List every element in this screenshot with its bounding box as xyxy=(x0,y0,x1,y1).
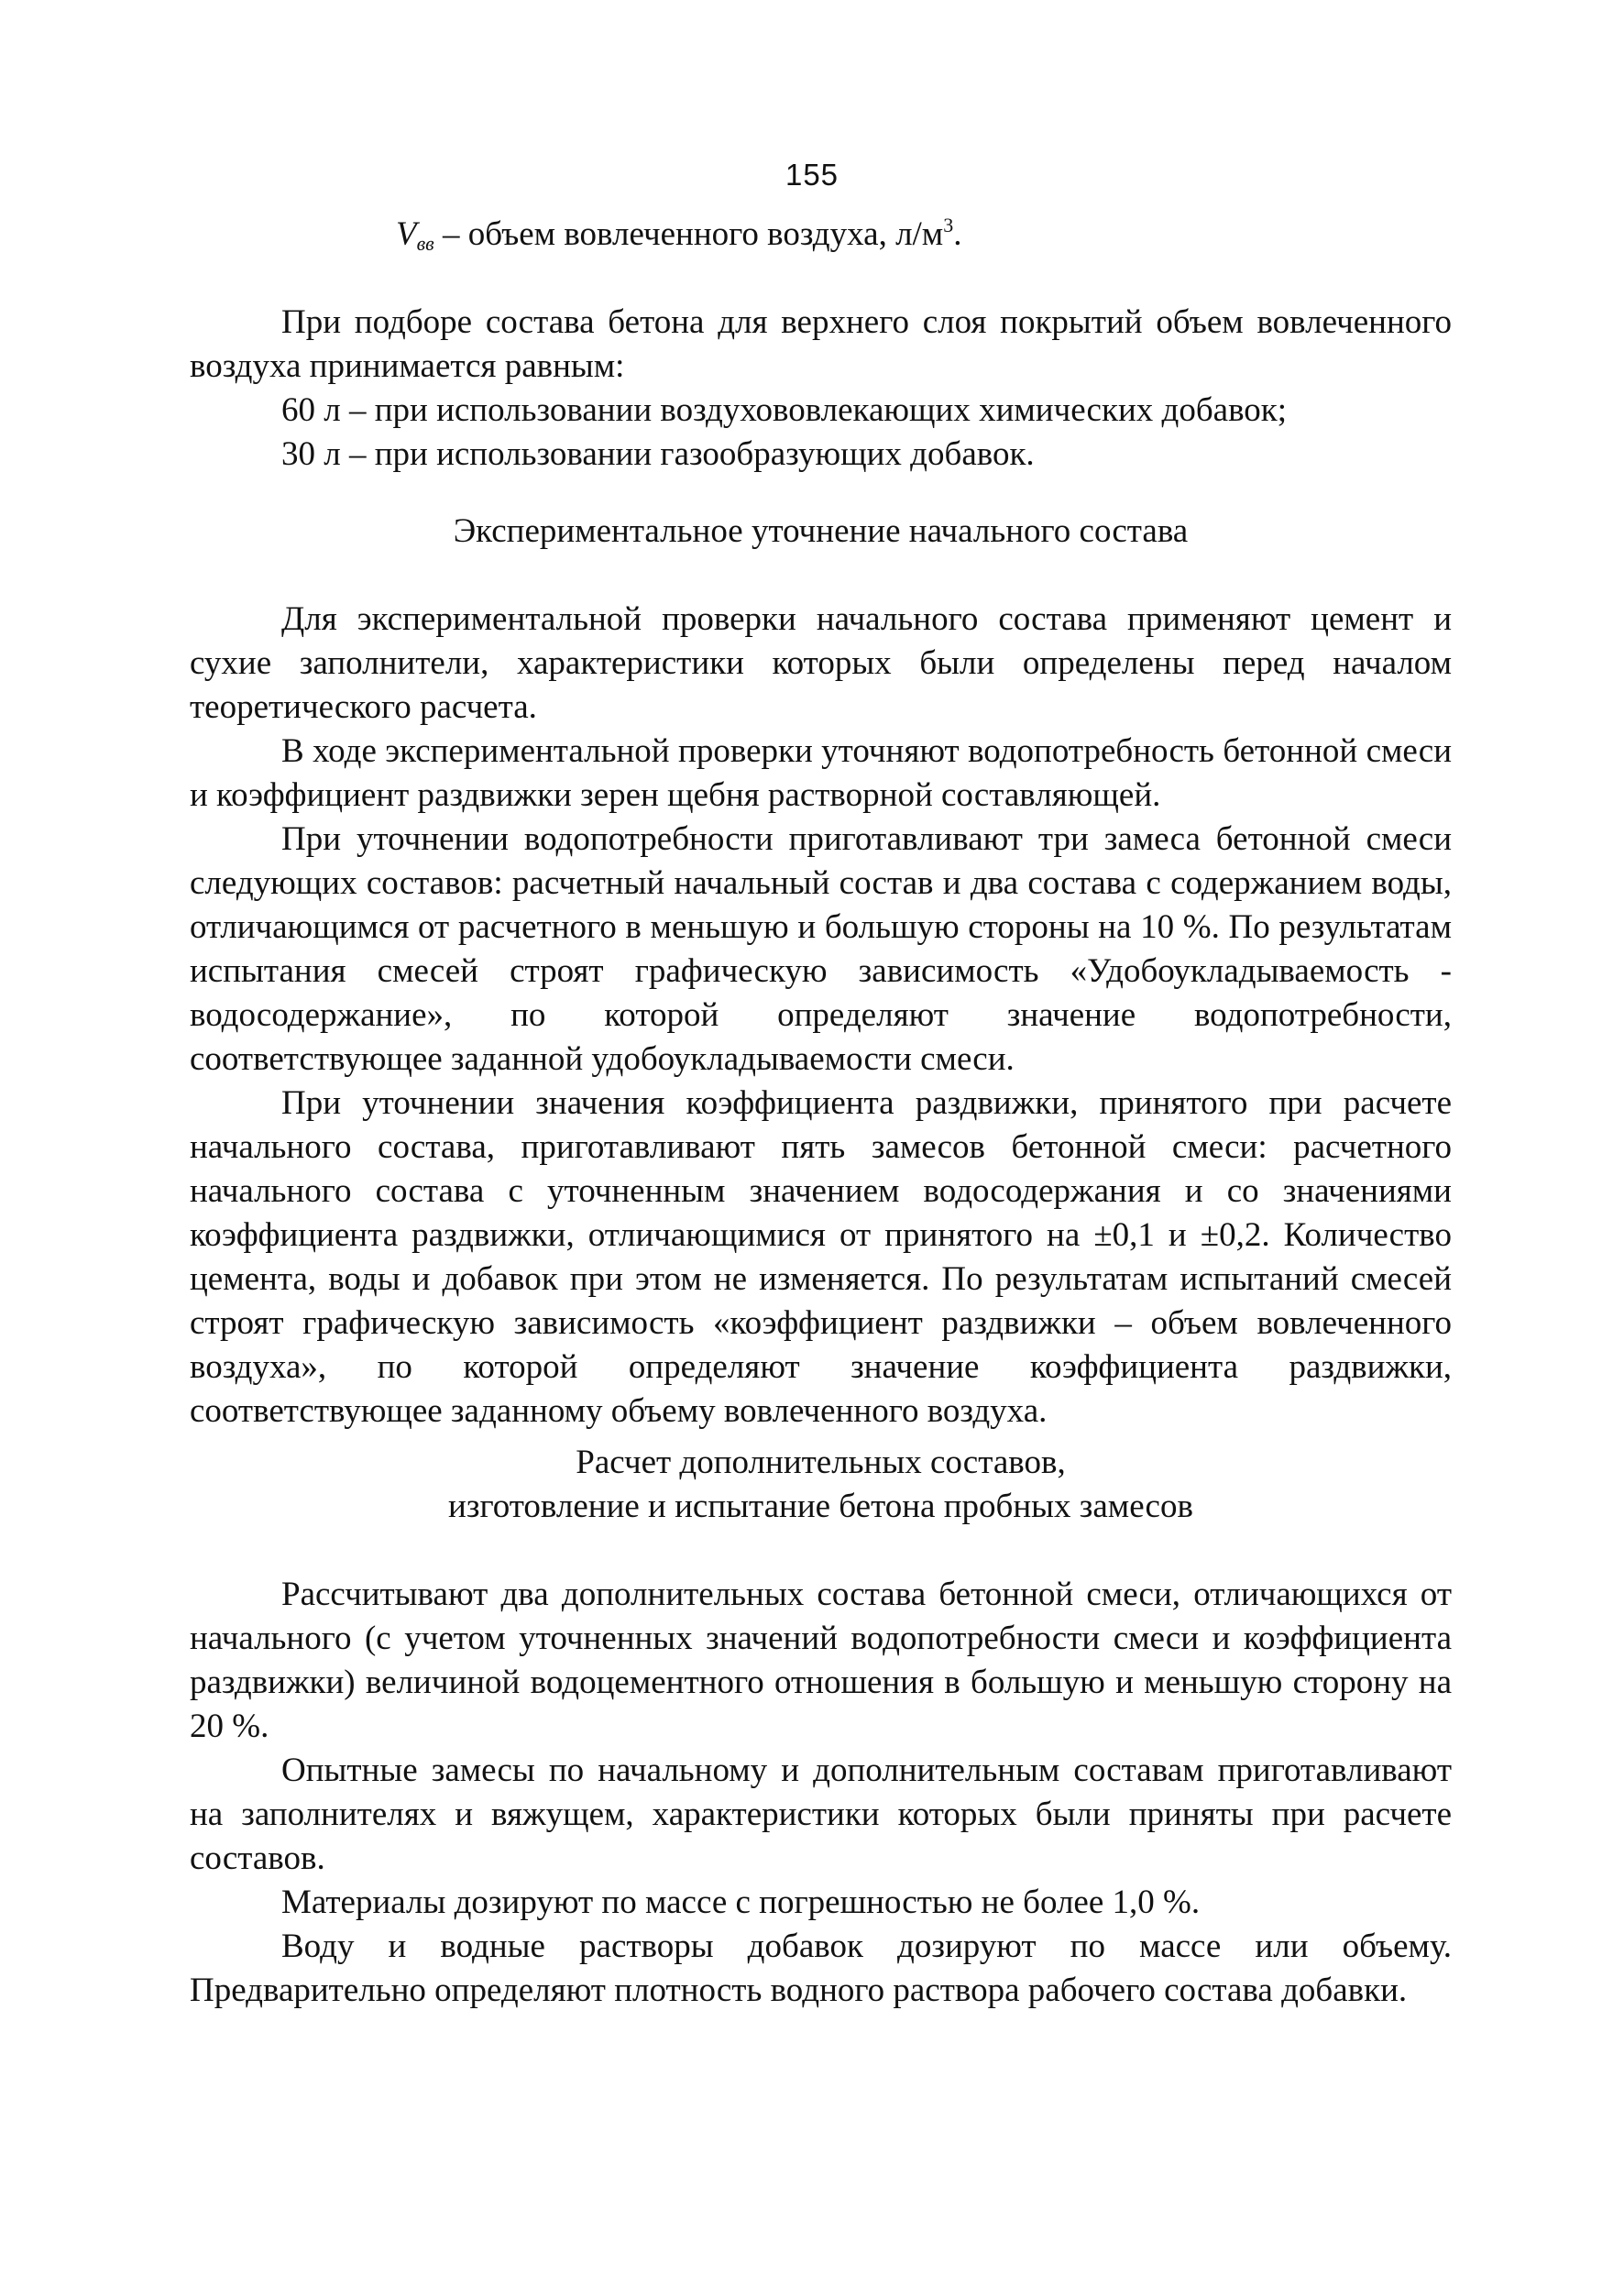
paragraph: В ходе экспериментальной проверки уточняют водопотребность бетонной смеси и коэффициент раздвижки зерен щебня растворной составляющей. xyxy=(190,732,1452,814)
paragraph: При уточнении водопотребности приготавливают три замеса бетонной смеси следующих составов: расчетный начальный состав и два состава с содержанием воды, отличающимся от расчетного в меньшую и большую стороны на 10 %. По результатам испытания смесей строят графическую зависимость «Удобоукладываемость - водосодержание», по которой определяют значение водопотребности, соответствующее заданной удобоукладываемости смеси. xyxy=(190,820,1452,1078)
paragraph: Материалы дозируют по массе с погрешностью не более 1,0 %. xyxy=(281,1884,1201,1921)
section2-heading-line2: изготовление и испытание бетона пробных замесов xyxy=(448,1488,1193,1525)
section2-body xyxy=(190,1573,1452,2013)
intro-block xyxy=(190,301,1452,477)
list-item: 60 л – при использовании воздухововлекающих химических добавок; xyxy=(281,391,1288,429)
section1-heading: Экспериментальное уточнение начального состава xyxy=(453,512,1189,550)
intro-paragraph: При подборе состава бетона для верхнего слоя покрытий объем вовлеченного воздуха принимается равным: xyxy=(190,303,1452,385)
page-number: 155 xyxy=(785,158,839,192)
definition-line: $V_{вв}$ – объем вовлеченного воздуха, $л/м^3$. xyxy=(396,214,962,255)
section1-body xyxy=(190,598,1452,1434)
paragraph: Опытные замесы по начальному и дополнительным составам приготавливают на заполнителях и вяжущем, характеристики которых были приняты при расчете составов. xyxy=(190,1752,1452,1877)
paragraph: При уточнении значения коэффициента раздвижки, принятого при расчете начального состава, приготавливают пять замесов бетонной смеси: расчетного начального состава с уточненным значением водосодержания и со значениями коэффициента раздвижки, отличающимися от принятого на ±0,1 и ±0,2. Количество цемента, воды и добавок при этом не изменяется. По результатам испытаний смесей строят графическую зависимость «коэффициент раздвижки – объем вовлеченного воздуха», по которой определяют значение коэффициента раздвижки, соответствующее заданному объему вовлеченного воздуха. xyxy=(190,1084,1452,1430)
section2-heading-line1: Расчет дополнительных составов, xyxy=(576,1444,1066,1481)
symbol: $V_{вв}$ xyxy=(396,215,434,255)
paragraph: Воду и водные растворы добавок дозируют по массе или объему. Предварительно определяют плотность водного раствора рабочего состава добавки. xyxy=(190,1928,1452,2009)
section2-heading-block xyxy=(190,1441,1452,1529)
list-item: 30 л – при использовании газообразующих добавок. xyxy=(281,435,1035,473)
paragraph: Рассчитывают два дополнительных состава бетонной смеси, отличающихся от начального (с учетом уточненных значений водопотребности смеси и коэффициента раздвижки) величиной водоцементного отношения в большую и меньшую сторону на 20 %. xyxy=(190,1576,1452,1745)
paragraph: Для экспериментальной проверки начального состава применяют цемент и сухие заполнители, характеристики которых были определены перед началом теоретического расчета. xyxy=(190,600,1452,726)
section1-heading-block xyxy=(190,510,1452,554)
